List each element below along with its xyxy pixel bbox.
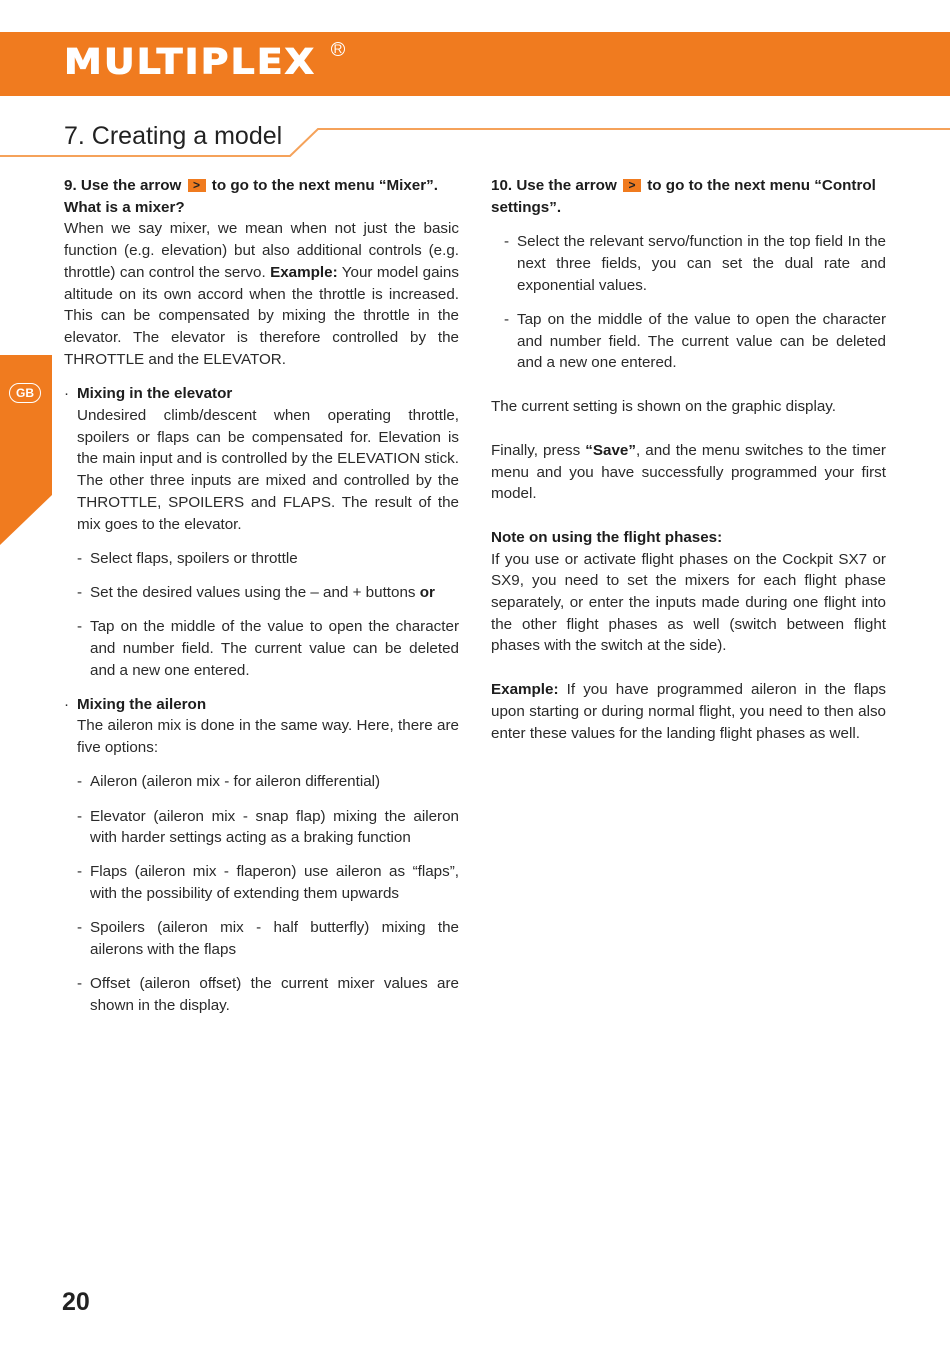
right-column <box>491 175 886 757</box>
list-item: - Select flaps, spoilers or throttle <box>77 549 298 567</box>
next-arrow-icon: > <box>188 179 206 192</box>
mixer-intro: When we say mixer, we mean when not just the basic function (e.g. elevation) but also additional controls (e.g. throttle) can control the servo. Example: Your model gains altitude on its own accord when the throttle is increased. This can be compensated by mixing the throttle in the elevator. The elevator is therefore controlled by the THROTTLE and the ELEVATOR. <box>64 220 459 368</box>
list-item: - Spoilers (aileron mix - half butterfly) mixing the ailerons with the flaps <box>77 919 459 959</box>
mixer-question: What is a mixer? <box>64 198 185 216</box>
list-item: - Set the desired values using the – and + buttons or <box>77 583 435 601</box>
left-column <box>64 175 459 1029</box>
list-item: - Select the relevant servo/function in the top field In the next three fields, you can set the dual rate and exponential values. <box>504 233 886 294</box>
example-text: Example: If you have programmed aileron in the flaps upon starting or during normal flight, you need to then also enter these values for the landing flight phases as well. <box>491 681 886 742</box>
step10-heading: 10. Use the arrow > to go to the next menu “Control settings”. <box>491 177 876 216</box>
bullet-dot: · <box>64 385 70 403</box>
elevator-heading: Mixing in the elevator <box>77 385 233 403</box>
aileron-heading: Mixing the aileron <box>77 695 207 713</box>
step9-heading: 9. Use the arrow > to go to the next menu “Mixer”. <box>64 177 438 194</box>
next-arrow-icon: > <box>623 179 641 192</box>
page-number: 20 <box>62 1288 90 1316</box>
bullet-dot: · <box>64 695 70 713</box>
brand-logo: MULTIPLEX <box>64 41 316 82</box>
section-title: 7. Creating a model <box>64 122 283 150</box>
aileron-text: The aileron mix is done in the same way. Here, there are five options: <box>77 717 459 757</box>
registered-mark: R <box>331 42 345 56</box>
note-heading: Note on using the flight phases: <box>491 528 723 546</box>
list-item: - Aileron (aileron mix - for aileron differential) <box>77 773 381 791</box>
graphic-note: The current setting is shown on the graphic display. <box>491 398 836 416</box>
list-item: - Tap on the middle of the value to open the character and number field. The current value can be deleted and a new one entered. <box>504 311 886 372</box>
language-label: GB <box>9 383 41 403</box>
elevator-section <box>64 383 459 535</box>
elevator-text: Undesired climb/descent when operating throttle, spoilers or flaps can be compensated for. Elevation is the main input and is controlled by the ELEVATION stick. The other three inputs are mixed and controlled by the THROTTLE, SPOILERS and FLAPS. The result of the mix goes to the elevator. <box>77 407 459 533</box>
list-item: - Elevator (aileron mix - snap flap) mixing the aileron with harder settings acting as a braking function <box>77 807 459 847</box>
save-label: “Save” <box>585 441 636 459</box>
note-text: If you use or activate flight phases on the Cockpit SX7 or SX9, you need to set the mixers for each flight phase separately, or enter the inputs made during one flight into the other flight phases as well (switch between flight phases with the switch at the side). <box>491 550 886 655</box>
list-item: - Tap on the middle of the value to open the character and number field. The current value can be deleted and a new one entered. <box>77 618 459 679</box>
aileron-section <box>64 694 459 759</box>
finally-text: Finally, press “Save”, and the menu switches to the timer menu and you have successfully programmed your first model. <box>491 441 886 503</box>
list-item: - Offset (aileron offset) the current mixer values are shown in the display. <box>77 975 459 1014</box>
list-item: - Flaps (aileron mix - flaperon) use aileron as “flaps”, with the possibility of extending them upwards <box>77 863 459 903</box>
